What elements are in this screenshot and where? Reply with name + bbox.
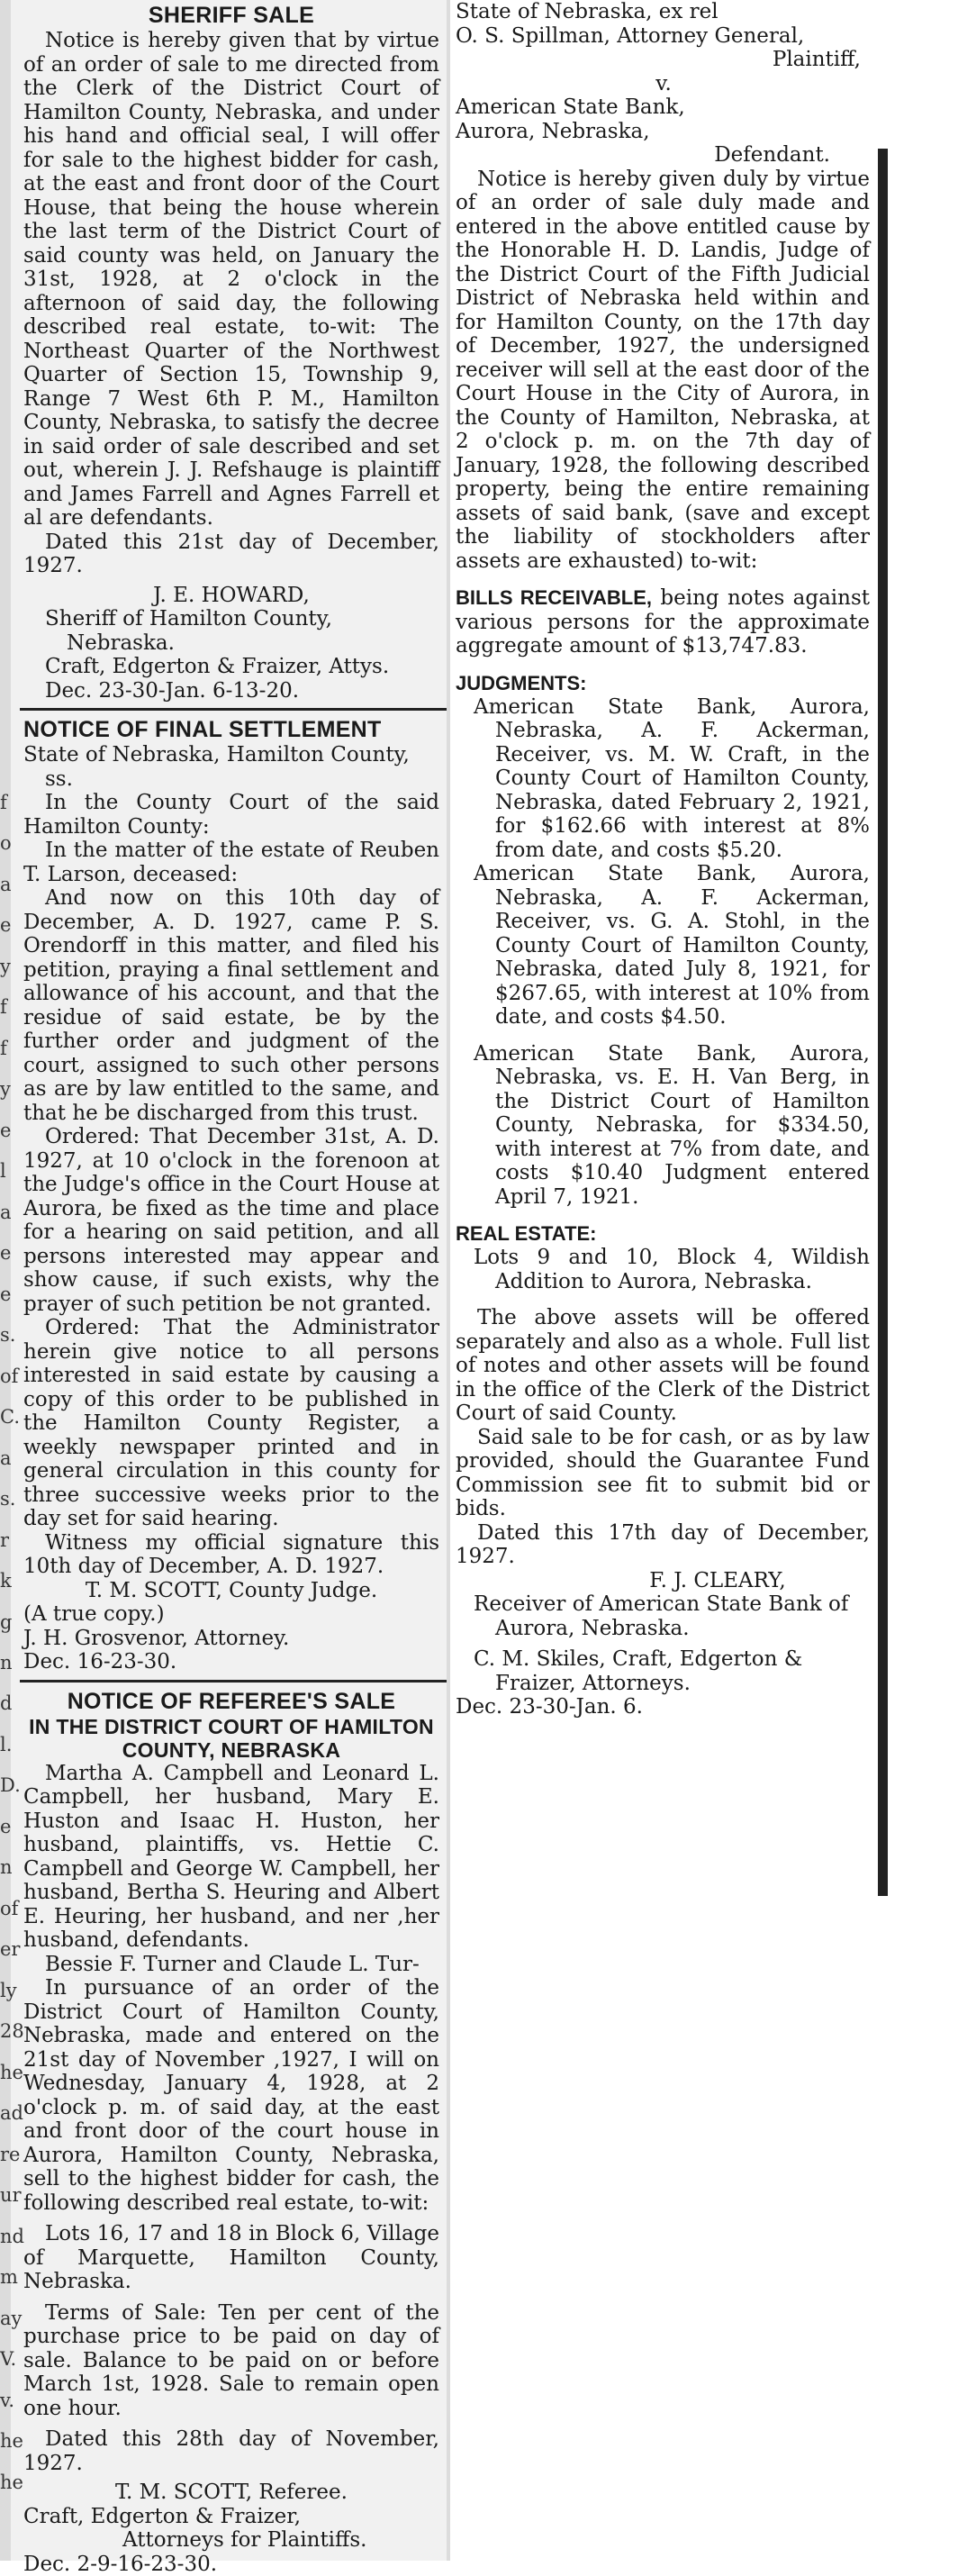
spacer [452, 1640, 875, 1647]
referee-sale-parties-2: Bessie F. Turner and Claude L. Tur- [23, 1953, 439, 1977]
receiver-attorneys: C. M. Skiles, Craft, Edgerton & Fraizer, Attorneys. [452, 1647, 875, 1695]
referee-sale-dates: Dec. 2-9-16-23-30. [23, 2553, 439, 2576]
gutter-fragment: g [0, 1612, 12, 1632]
final-settlement-ordered-1: Ordered: That December 31st, A. D. 1927, at 10 o'clock in the forenoon at the Judge's office in the Court House at Aurora, be fixed as the time and place for a hearing on said petition, and all persons interested may appear and show cause, if such exists, why the prayer of such petition be not granted. [23, 1125, 439, 1316]
receiver-judgment-1: American State Bank, Aurora, Nebraska, A. F. Ackerman, Receiver, vs. M. W. Craft, in the County Court of Hamilton County, Nebraska, dated February 2, 1921, for $162.66 with interest at 8% from date, and costs $5.20. [452, 695, 875, 863]
gutter-fragment: of [0, 1366, 18, 1386]
final-settlement-attorney: J. H. Grosvenor, Attorney. [23, 1627, 439, 1651]
gutter-fragment: l. [0, 1735, 12, 1755]
sheriff-sale-dates: Dec. 23-30-Jan. 6-13-20. [23, 679, 439, 703]
referee-sale-notice [11, 1688, 447, 2576]
final-settlement-witness: Witness my official signature this 10th day of December, A. D. 1927. [23, 1531, 439, 1579]
receiver-signer: F. J. CLEARY, [452, 1569, 875, 1593]
sheriff-sale-heading: SHERIFF SALE [23, 2, 439, 29]
referee-sale-body: In pursuance of an order of the District Court of Hamilton County, Nebraska, made and entered on the 21st day of November ,1927, I will on Wednesday, January 4, 1928, at 2 o'clock p. m. of said day, at the east and front door of the court house in Aurora, Hamilton County, Nebraska, sell to the highest bidder for cash, the following described real estate, to-wit: [23, 1976, 439, 2215]
spacer [452, 1209, 875, 1221]
adjacent-column-edge-paper [885, 149, 958, 1896]
final-settlement-heading: NOTICE OF FINAL SETTLEMENT [23, 716, 439, 743]
gutter-fragment: ly [0, 1981, 17, 2000]
divider-rule [20, 1680, 447, 1683]
gutter-fragment: ur [0, 2185, 22, 2205]
gutter-fragment: a [0, 875, 12, 894]
receiver-offered: The above assets will be offered separately and also as a whole. Full list of notes and other assets will be found in the office of the Clerk of the District Court of said County. [452, 1306, 875, 1426]
gutter-fragment: n [0, 1653, 13, 1673]
referee-sale-attorneys-1: Craft, Edgerton & Fraizer, [23, 2505, 439, 2529]
receiver-judgment-2: American State Bank, Aurora, Nebraska, A. F. Ackerman, Receiver, vs. G. A. Stohl, in the County Court of Hamilton County, Nebraska, dated July 8, 1921, for $267.65, with interest at 10% from date, and costs $4.50. [452, 862, 875, 1029]
gutter-fragment: he [0, 2472, 23, 2492]
final-settlement-body: And now on this 10th day of December, A. D. 1927, came P. S. Orendorff in this matter, and filed his petition, praying a final settlement and allowance of his account, and that the residue of said estate, be by the further order and judgment of the court, assigned to such other persons as are by law entitled to the same, and that he be discharged from this trust. [23, 886, 439, 1125]
receiver-body: Notice is hereby given duly by virtue of an order of sale duly made and entered in the above entitled cause by the Honorable H. D. Landis, Judge of the District Court of the Fifth Judicial District of Nebraska held within and for Hamilton County, on the 17th day of December, 1927, the undersigned receiver will sell at the east door of the Court House in the City of Aurora, in the County of Hamilton, Nebraska, at 2 o'clock p. m. on the 7th day of January, 1928, the following described property, being the entire remaining assets of said bank, (save and except the liability of stockholders after assets are exhausted) to-wit: [452, 168, 875, 574]
spacer [452, 573, 875, 585]
referee-sale-terms: Terms of Sale: Ten per cent of the purchase price to be paid on day of sale. Balance to be paid on or before March 1st, 1928. Sale to remain open one hour. [23, 2294, 439, 2421]
gutter-fragment: 28 [0, 2021, 24, 2041]
gutter-fragment: e [0, 915, 11, 935]
receiver-defendant-1: American State Bank, [452, 95, 875, 120]
referee-sale-parties: Martha A. Campbell and Leonard L. Campbell, her husband, Mary E. Huston and Isaac H. Huston, her husband, plaintiffs, vs. Hettie C. Campbell and George W. Campbell, her husband, Bertha S. Heuring and Albert E. Heuring, her husband, and ner ,her husband, defendants. [23, 1762, 439, 1953]
receiver-real-estate: Lots 9 and 10, Block 4, Wildish Addition to Aurora, Nebraska. [452, 1246, 875, 1293]
gutter-fragment: s. [0, 1489, 15, 1509]
receiver-notice [452, 0, 875, 1719]
gutter-fragment: ad [0, 2103, 23, 2123]
referee-sale-heading: NOTICE OF REFEREE'S SALE [23, 1688, 439, 1715]
gutter-fragment: s. [0, 1325, 15, 1345]
receiver-bills [452, 585, 875, 658]
sheriff-sale-dated: Dated this 21st day of December, 1927. [23, 531, 439, 578]
receiver-judgments-label: JUDGMENTS: [452, 671, 875, 695]
referee-sale-attorneys-2: Attorneys for Plaintiffs. [23, 2528, 439, 2553]
receiver-judgment-3: American State Bank, Aurora, Nebraska, vs. E. H. Van Berg, in the District Court of Hamilton County, Nebraska, for $334.50, with interest at 7% from date, and costs $10.40 Judgment entered April 7, 1921. [452, 1042, 875, 1210]
gutter-fragment: re [0, 2145, 20, 2164]
receiver-signer-title: Receiver of American State Bank of Aurora, Nebraska. [452, 1592, 875, 1640]
receiver-bills-text: being notes against various persons for the approximate aggregate amount of $13,747.83. [456, 586, 870, 658]
gutter-fragment: he [0, 2063, 23, 2082]
final-settlement-dates: Dec. 16-23-30. [23, 1650, 439, 1674]
sheriff-sale-body: Notice is hereby given that by virtue of an order of sale to me directed from the Clerk of the District Court of Hamilton County, Nebraska, and under his hand and official seal, I will offer for sale to the highest bidder for cash, at the east and front door of the Court House, that being the house wherein the last term of the District Court of said county was held, on January the 31st, 1928, at 2 o'clock in the afternoon of said day, the following described real estate, to-wit: The Northeast Quarter of the Northwest Quarter of Section 15, Township 9, Range 7 West 6th P. M., Hamilton County, Nebraska, to satisfy the decree in said order of sale described and set out, wherein J. J. Refshauge is plaintiff and James Farrell and Agnes Farrell et al are defendants. [23, 29, 439, 531]
sheriff-sale-notice [11, 0, 447, 703]
receiver-dated: Dated this 17th day of December, 1927. [452, 1521, 875, 1569]
spacer [452, 1029, 875, 1042]
receiver-plaintiff-label: Plaintiff, [452, 48, 875, 72]
left-column-paper [11, 0, 447, 2561]
gutter-fragment: o [0, 833, 12, 853]
final-settlement-state: State of Nebraska, Hamilton County, ss. [23, 743, 439, 791]
gutter-fragment: D. [0, 1775, 21, 1795]
left-column [0, 0, 450, 2561]
gutter-fragment: f [0, 793, 7, 812]
spacer [452, 658, 875, 671]
gutter-fragment: he [0, 2431, 23, 2451]
final-settlement-ordered-2: Ordered: That the Administrator herein give notice to all persons interested in said estate by causing a copy of this order to be published in the Hamilton County Register, a weekly newspaper printed and in general circulation in this county for three successive weeks prior to the day set for said hearing. [23, 1316, 439, 1531]
gutter-fragment: a [0, 1448, 12, 1468]
gutter-fragment: e [0, 1120, 11, 1140]
referee-sale-court: IN THE DISTRICT COURT OF HAMILTON COUNTY, NEBRASKA [23, 1715, 439, 1762]
gutter-fragment: m [0, 2267, 18, 2287]
referee-sale-lots: Lots 16, 17 and 18 in Block 6, Village of Marquette, Hamilton County, Nebraska. [23, 2215, 439, 2294]
gutter-fragment: V. [0, 2349, 16, 2369]
receiver-bills-label: BILLS RECEIVABLE, [456, 586, 652, 609]
gutter-fragment: a [0, 1202, 12, 1222]
receiver-defendant-label: Defendant. [452, 143, 875, 168]
sheriff-sale-attorneys: Craft, Edgerton & Fraizer, Attys. [23, 655, 439, 679]
receiver-versus: v. [452, 72, 875, 96]
gutter-fragment: y [0, 957, 11, 976]
referee-sale-dated: Dated this 28th day of November, 1927. [23, 2420, 439, 2475]
sheriff-sale-signer-title: Sheriff of Hamilton County, Nebraska. [23, 607, 439, 655]
spacer [452, 1293, 875, 1306]
gutter-fragment: of [0, 1899, 18, 1918]
adjacent-column-edge [878, 149, 958, 1896]
final-settlement-notice [11, 716, 447, 1674]
gutter-fragment: ay [0, 2308, 22, 2328]
receiver-dates: Dec. 23-30-Jan. 6. [452, 1695, 875, 1719]
final-settlement-court: In the County Court of the said Hamilton County: [23, 791, 439, 839]
gutter-fragment: f [0, 997, 7, 1017]
final-settlement-matter: In the matter of the estate of Reuben T. Larson, deceased: [23, 839, 439, 886]
gutter-fragment: f [0, 1039, 7, 1058]
gutter-fragment: d [0, 1693, 12, 1713]
gutter-fragment: e [0, 1817, 11, 1837]
gutter-fragment: er [0, 1939, 20, 1959]
gutter-fragment: n [0, 1857, 13, 1877]
divider-rule [20, 708, 447, 711]
gutter-fragment: e [0, 1284, 11, 1304]
sheriff-sale-signer: J. E. HOWARD, [23, 578, 439, 608]
gutter-fragment: v. [0, 2390, 14, 2410]
gutter-fragment: k [0, 1571, 12, 1591]
gutter-fragment: nd [0, 2227, 24, 2246]
receiver-cash: Said sale to be for cash, or as by law provided, should the Guarantee Fund Commission see fit to submit bid or bids. [452, 1426, 875, 1521]
gutter-fragment: y [0, 1079, 11, 1099]
receiver-caption-1: State of Nebraska, ex rel [452, 0, 875, 24]
receiver-caption-2: O. S. Spillman, Attorney General, [452, 24, 875, 49]
gutter-fragment: l [0, 1161, 6, 1181]
gutter-fragment: r [0, 1530, 9, 1550]
receiver-real-estate-label: REAL ESTATE: [452, 1221, 875, 1246]
referee-sale-signer: T. M. SCOTT, Referee. [23, 2475, 439, 2505]
receiver-defendant-2: Aurora, Nebraska, [452, 120, 875, 144]
gutter-fragment: e [0, 1243, 11, 1263]
final-settlement-signer: T. M. SCOTT, County Judge. [23, 1579, 439, 1603]
final-settlement-true-copy: (A true copy.) [23, 1602, 439, 1627]
gutter-fragment: C. [0, 1407, 20, 1427]
